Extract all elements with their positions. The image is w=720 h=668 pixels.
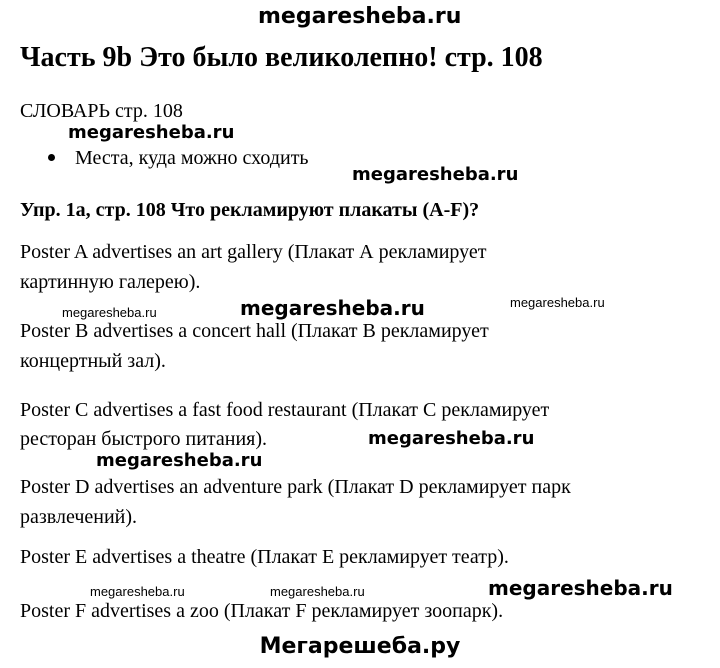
- answer-a-line1: Poster A advertises an art gallery (Плакат А рекламирует: [20, 241, 487, 263]
- watermark-top: megaresheba.ru: [258, 4, 462, 29]
- watermark: megaresheba.ru: [488, 576, 673, 600]
- watermark: megaresheba.ru: [368, 428, 535, 449]
- watermark: megaresheba.ru: [270, 584, 365, 599]
- answer-b-line2: концертный зал).: [20, 350, 166, 372]
- answer-c-line1: Poster C advertises a fast food restaurant (Плакат С рекламирует: [20, 399, 550, 421]
- answer-b-line1: Poster B advertises a concert hall (Плакат В рекламирует: [20, 320, 489, 342]
- watermark: megaresheba.ru: [510, 295, 605, 310]
- vocab-item-text: Места, куда можно сходить: [75, 147, 309, 169]
- watermark: megaresheba.ru: [352, 164, 519, 185]
- answer-d-line2: развлечений).: [20, 506, 138, 528]
- footer-watermark: Мегарешеба.ру: [259, 634, 461, 659]
- watermark: megaresheba.ru: [90, 584, 185, 599]
- page-title: Часть 9b Это было великолепно! стр. 108: [20, 42, 543, 73]
- watermark: megaresheba.ru: [62, 305, 157, 320]
- vocab-title: СЛОВАРЬ стр. 108: [20, 100, 183, 122]
- exercise-title: Упр. 1a, стр. 108 Что рекламируют плакаты (A-F)?: [20, 199, 480, 221]
- answer-f: Poster F advertises a zoo (Плакат F рекламирует зоопарк).: [20, 600, 504, 622]
- answer-e: Poster E advertises a theatre (Плакат Е рекламирует театр).: [20, 546, 509, 568]
- watermark: megaresheba.ru: [68, 122, 235, 143]
- answer-a-line2: картинную галерею).: [20, 271, 201, 293]
- answer-c-line2: ресторан быстрого питания).: [20, 428, 268, 450]
- answer-d-line1: Poster D advertises an adventure park (Плакат D рекламирует парк: [20, 476, 571, 498]
- bullet-icon: [48, 154, 55, 161]
- watermark: megaresheba.ru: [240, 296, 425, 320]
- watermark: megaresheba.ru: [96, 450, 263, 471]
- vocab-list-item: [48, 148, 309, 168]
